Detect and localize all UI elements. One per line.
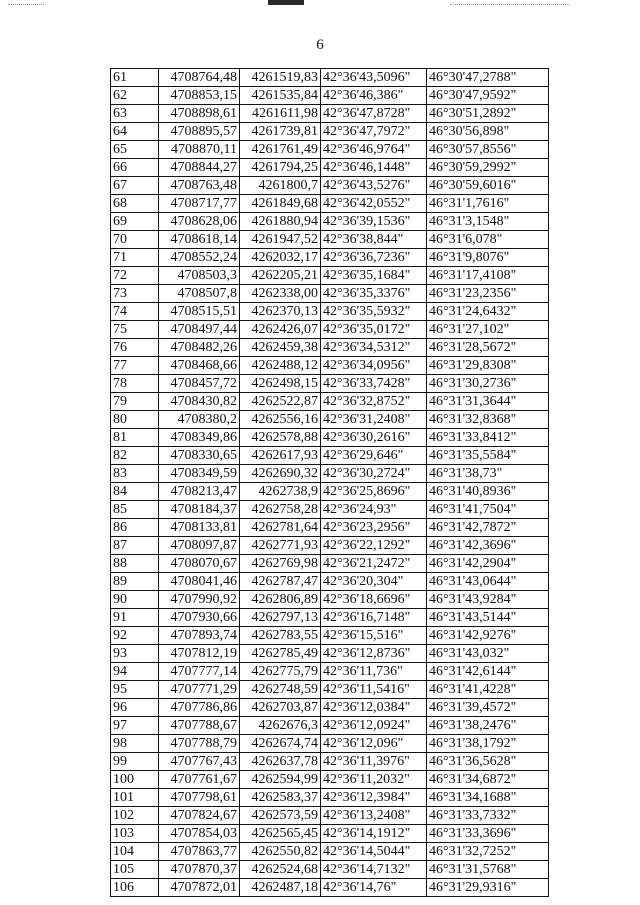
longitude-cell: 46°31'42,6144" bbox=[427, 663, 549, 681]
x-coordinate-cell: 4708070,67 bbox=[159, 555, 240, 573]
y-coordinate-cell: 4262738,9 bbox=[240, 483, 321, 501]
point-number-cell: 63 bbox=[111, 105, 159, 123]
x-coordinate-cell: 4707767,43 bbox=[159, 753, 240, 771]
y-coordinate-cell: 4262550,82 bbox=[240, 843, 321, 861]
table-row bbox=[111, 573, 549, 591]
x-coordinate-cell: 4707812,19 bbox=[159, 645, 240, 663]
table-row bbox=[111, 825, 549, 843]
latitude-cell: 42°36'12,3984" bbox=[321, 789, 427, 807]
latitude-cell: 42°36'29,646" bbox=[321, 447, 427, 465]
table-row bbox=[111, 699, 549, 717]
x-coordinate-cell: 4707930,66 bbox=[159, 609, 240, 627]
y-coordinate-cell: 4262797,13 bbox=[240, 609, 321, 627]
table-row bbox=[111, 69, 549, 87]
latitude-cell: 42°36'12,8736" bbox=[321, 645, 427, 663]
latitude-cell: 42°36'11,5416" bbox=[321, 681, 427, 699]
x-coordinate-cell: 4708764,48 bbox=[159, 69, 240, 87]
latitude-cell: 42°36'30,2616" bbox=[321, 429, 427, 447]
x-coordinate-cell: 4707761,67 bbox=[159, 771, 240, 789]
y-coordinate-cell: 4261761,49 bbox=[240, 141, 321, 159]
table-row bbox=[111, 105, 549, 123]
longitude-cell: 46°31'40,8936" bbox=[427, 483, 549, 501]
table-row bbox=[111, 447, 549, 465]
longitude-cell: 46°31'36,5628" bbox=[427, 753, 549, 771]
x-coordinate-cell: 4708097,87 bbox=[159, 537, 240, 555]
table-row bbox=[111, 663, 549, 681]
latitude-cell: 42°36'34,5312" bbox=[321, 339, 427, 357]
y-coordinate-cell: 4262426,07 bbox=[240, 321, 321, 339]
longitude-cell: 46°31'41,4228" bbox=[427, 681, 549, 699]
latitude-cell: 42°36'36,7236" bbox=[321, 249, 427, 267]
table-row bbox=[111, 87, 549, 105]
x-coordinate-cell: 4708430,82 bbox=[159, 393, 240, 411]
y-coordinate-cell: 4261519,83 bbox=[240, 69, 321, 87]
point-number-cell: 65 bbox=[111, 141, 159, 159]
x-coordinate-cell: 4708457,72 bbox=[159, 375, 240, 393]
point-number-cell: 104 bbox=[111, 843, 159, 861]
longitude-cell: 46°30'47,2788" bbox=[427, 69, 549, 87]
x-coordinate-cell: 4708213,47 bbox=[159, 483, 240, 501]
latitude-cell: 42°36'34,0956" bbox=[321, 357, 427, 375]
point-number-cell: 80 bbox=[111, 411, 159, 429]
table-row bbox=[111, 123, 549, 141]
x-coordinate-cell: 4707777,14 bbox=[159, 663, 240, 681]
longitude-cell: 46°31'33,7332" bbox=[427, 807, 549, 825]
scan-artifact bbox=[8, 4, 44, 6]
longitude-cell: 46°31'30,2736" bbox=[427, 375, 549, 393]
point-number-cell: 91 bbox=[111, 609, 159, 627]
y-coordinate-cell: 4261794,25 bbox=[240, 159, 321, 177]
x-coordinate-cell: 4708895,57 bbox=[159, 123, 240, 141]
x-coordinate-cell: 4707824,67 bbox=[159, 807, 240, 825]
latitude-cell: 42°36'25,8696" bbox=[321, 483, 427, 501]
longitude-cell: 46°31'29,9316" bbox=[427, 879, 549, 897]
table-row bbox=[111, 285, 549, 303]
y-coordinate-cell: 4262338,00 bbox=[240, 285, 321, 303]
point-number-cell: 90 bbox=[111, 591, 159, 609]
y-coordinate-cell: 4262556,16 bbox=[240, 411, 321, 429]
latitude-cell: 42°36'35,1684" bbox=[321, 267, 427, 285]
y-coordinate-cell: 4262370,13 bbox=[240, 303, 321, 321]
x-coordinate-cell: 4707771,29 bbox=[159, 681, 240, 699]
latitude-cell: 42°36'12,0384" bbox=[321, 699, 427, 717]
y-coordinate-cell: 4262565,45 bbox=[240, 825, 321, 843]
longitude-cell: 46°31'43,5144" bbox=[427, 609, 549, 627]
latitude-cell: 42°36'15,516" bbox=[321, 627, 427, 645]
scan-artifact bbox=[268, 0, 304, 5]
table-row bbox=[111, 879, 549, 897]
longitude-cell: 46°30'56,898" bbox=[427, 123, 549, 141]
table-row bbox=[111, 843, 549, 861]
table-row bbox=[111, 753, 549, 771]
latitude-cell: 42°36'39,1536" bbox=[321, 213, 427, 231]
y-coordinate-cell: 4262771,93 bbox=[240, 537, 321, 555]
point-number-cell: 101 bbox=[111, 789, 159, 807]
latitude-cell: 42°36'31,2408" bbox=[321, 411, 427, 429]
table-row bbox=[111, 429, 549, 447]
longitude-cell: 46°31'1,7616" bbox=[427, 195, 549, 213]
longitude-cell: 46°31'34,1688" bbox=[427, 789, 549, 807]
point-number-cell: 73 bbox=[111, 285, 159, 303]
latitude-cell: 42°36'42,0552" bbox=[321, 195, 427, 213]
point-number-cell: 78 bbox=[111, 375, 159, 393]
point-number-cell: 79 bbox=[111, 393, 159, 411]
coordinates-table-body bbox=[111, 69, 549, 897]
x-coordinate-cell: 4708041,46 bbox=[159, 573, 240, 591]
longitude-cell: 46°30'51,2892" bbox=[427, 105, 549, 123]
table-row bbox=[111, 591, 549, 609]
y-coordinate-cell: 4262676,3 bbox=[240, 717, 321, 735]
x-coordinate-cell: 4708618,14 bbox=[159, 231, 240, 249]
y-coordinate-cell: 4262781,64 bbox=[240, 519, 321, 537]
coordinates-table bbox=[110, 68, 549, 897]
longitude-cell: 46°30'47,9592" bbox=[427, 87, 549, 105]
longitude-cell: 46°31'38,1792" bbox=[427, 735, 549, 753]
point-number-cell: 74 bbox=[111, 303, 159, 321]
point-number-cell: 61 bbox=[111, 69, 159, 87]
table-row bbox=[111, 609, 549, 627]
table-row bbox=[111, 177, 549, 195]
point-number-cell: 103 bbox=[111, 825, 159, 843]
table-row bbox=[111, 213, 549, 231]
latitude-cell: 42°36'23,2956" bbox=[321, 519, 427, 537]
y-coordinate-cell: 4262578,88 bbox=[240, 429, 321, 447]
longitude-cell: 46°31'38,2476" bbox=[427, 717, 549, 735]
longitude-cell: 46°30'57,8556" bbox=[427, 141, 549, 159]
table-row bbox=[111, 321, 549, 339]
longitude-cell: 46°31'41,7504" bbox=[427, 501, 549, 519]
point-number-cell: 69 bbox=[111, 213, 159, 231]
x-coordinate-cell: 4707786,86 bbox=[159, 699, 240, 717]
longitude-cell: 46°30'59,2992" bbox=[427, 159, 549, 177]
y-coordinate-cell: 4262769,98 bbox=[240, 555, 321, 573]
table-row bbox=[111, 645, 549, 663]
latitude-cell: 42°36'35,0172" bbox=[321, 321, 427, 339]
y-coordinate-cell: 4262748,59 bbox=[240, 681, 321, 699]
latitude-cell: 42°36'46,9764" bbox=[321, 141, 427, 159]
latitude-cell: 42°36'33,7428" bbox=[321, 375, 427, 393]
y-coordinate-cell: 4262785,49 bbox=[240, 645, 321, 663]
y-coordinate-cell: 4261739,81 bbox=[240, 123, 321, 141]
x-coordinate-cell: 4707788,67 bbox=[159, 717, 240, 735]
table-row bbox=[111, 789, 549, 807]
table-row bbox=[111, 231, 549, 249]
y-coordinate-cell: 4261947,52 bbox=[240, 231, 321, 249]
point-number-cell: 64 bbox=[111, 123, 159, 141]
longitude-cell: 46°31'9,8076" bbox=[427, 249, 549, 267]
table-row bbox=[111, 519, 549, 537]
y-coordinate-cell: 4262032,17 bbox=[240, 249, 321, 267]
x-coordinate-cell: 4708763,48 bbox=[159, 177, 240, 195]
latitude-cell: 42°36'13,2408" bbox=[321, 807, 427, 825]
table-row bbox=[111, 267, 549, 285]
y-coordinate-cell: 4261800,7 bbox=[240, 177, 321, 195]
latitude-cell: 42°36'43,5276" bbox=[321, 177, 427, 195]
longitude-cell: 46°31'43,032" bbox=[427, 645, 549, 663]
x-coordinate-cell: 4707870,37 bbox=[159, 861, 240, 879]
table-row bbox=[111, 771, 549, 789]
latitude-cell: 42°36'14,7132" bbox=[321, 861, 427, 879]
x-coordinate-cell: 4708898,61 bbox=[159, 105, 240, 123]
table-row bbox=[111, 483, 549, 501]
latitude-cell: 42°36'22,1292" bbox=[321, 537, 427, 555]
longitude-cell: 46°31'42,7872" bbox=[427, 519, 549, 537]
y-coordinate-cell: 4262205,21 bbox=[240, 267, 321, 285]
x-coordinate-cell: 4708507,8 bbox=[159, 285, 240, 303]
point-number-cell: 89 bbox=[111, 573, 159, 591]
y-coordinate-cell: 4261849,68 bbox=[240, 195, 321, 213]
longitude-cell: 46°31'32,8368" bbox=[427, 411, 549, 429]
point-number-cell: 66 bbox=[111, 159, 159, 177]
table-row bbox=[111, 627, 549, 645]
y-coordinate-cell: 4262758,28 bbox=[240, 501, 321, 519]
y-coordinate-cell: 4262488,12 bbox=[240, 357, 321, 375]
y-coordinate-cell: 4262806,89 bbox=[240, 591, 321, 609]
table-row bbox=[111, 465, 549, 483]
point-number-cell: 68 bbox=[111, 195, 159, 213]
latitude-cell: 42°36'11,736" bbox=[321, 663, 427, 681]
point-number-cell: 97 bbox=[111, 717, 159, 735]
y-coordinate-cell: 4261611,98 bbox=[240, 105, 321, 123]
x-coordinate-cell: 4708503,3 bbox=[159, 267, 240, 285]
point-number-cell: 62 bbox=[111, 87, 159, 105]
table-row bbox=[111, 717, 549, 735]
latitude-cell: 42°36'16,7148" bbox=[321, 609, 427, 627]
table-row bbox=[111, 861, 549, 879]
latitude-cell: 42°36'35,3376" bbox=[321, 285, 427, 303]
x-coordinate-cell: 4707798,61 bbox=[159, 789, 240, 807]
point-number-cell: 92 bbox=[111, 627, 159, 645]
point-number-cell: 87 bbox=[111, 537, 159, 555]
table-row bbox=[111, 249, 549, 267]
point-number-cell: 105 bbox=[111, 861, 159, 879]
table-row bbox=[111, 159, 549, 177]
latitude-cell: 42°36'47,7972" bbox=[321, 123, 427, 141]
table-row bbox=[111, 555, 549, 573]
longitude-cell: 46°31'42,9276" bbox=[427, 627, 549, 645]
table-row bbox=[111, 681, 549, 699]
point-number-cell: 82 bbox=[111, 447, 159, 465]
longitude-cell: 46°31'43,9284" bbox=[427, 591, 549, 609]
point-number-cell: 84 bbox=[111, 483, 159, 501]
latitude-cell: 42°36'38,844" bbox=[321, 231, 427, 249]
y-coordinate-cell: 4262459,38 bbox=[240, 339, 321, 357]
y-coordinate-cell: 4262783,55 bbox=[240, 627, 321, 645]
latitude-cell: 42°36'12,096" bbox=[321, 735, 427, 753]
x-coordinate-cell: 4707854,03 bbox=[159, 825, 240, 843]
point-number-cell: 96 bbox=[111, 699, 159, 717]
y-coordinate-cell: 4262674,74 bbox=[240, 735, 321, 753]
x-coordinate-cell: 4707893,74 bbox=[159, 627, 240, 645]
point-number-cell: 86 bbox=[111, 519, 159, 537]
y-coordinate-cell: 4262487,18 bbox=[240, 879, 321, 897]
longitude-cell: 46°31'3,1548" bbox=[427, 213, 549, 231]
x-coordinate-cell: 4707788,79 bbox=[159, 735, 240, 753]
longitude-cell: 46°31'24,6432" bbox=[427, 303, 549, 321]
table-row bbox=[111, 339, 549, 357]
x-coordinate-cell: 4707990,92 bbox=[159, 591, 240, 609]
x-coordinate-cell: 4708870,11 bbox=[159, 141, 240, 159]
point-number-cell: 99 bbox=[111, 753, 159, 771]
table-row bbox=[111, 735, 549, 753]
point-number-cell: 95 bbox=[111, 681, 159, 699]
longitude-cell: 46°31'38,73" bbox=[427, 465, 549, 483]
latitude-cell: 42°36'21,2472" bbox=[321, 555, 427, 573]
table-row bbox=[111, 357, 549, 375]
point-number-cell: 88 bbox=[111, 555, 159, 573]
x-coordinate-cell: 4708133,81 bbox=[159, 519, 240, 537]
longitude-cell: 46°31'42,2904" bbox=[427, 555, 549, 573]
table-row bbox=[111, 537, 549, 555]
table-row bbox=[111, 411, 549, 429]
y-coordinate-cell: 4262498,15 bbox=[240, 375, 321, 393]
page-number: 6 bbox=[316, 37, 324, 53]
y-coordinate-cell: 4262583,37 bbox=[240, 789, 321, 807]
latitude-cell: 42°36'11,3976" bbox=[321, 753, 427, 771]
table-row bbox=[111, 195, 549, 213]
longitude-cell: 46°31'31,5768" bbox=[427, 861, 549, 879]
x-coordinate-cell: 4708349,59 bbox=[159, 465, 240, 483]
y-coordinate-cell: 4262573,59 bbox=[240, 807, 321, 825]
point-number-cell: 106 bbox=[111, 879, 159, 897]
longitude-cell: 46°31'28,5672" bbox=[427, 339, 549, 357]
longitude-cell: 46°31'43,0644" bbox=[427, 573, 549, 591]
longitude-cell: 46°31'17,4108" bbox=[427, 267, 549, 285]
longitude-cell: 46°31'35,5584" bbox=[427, 447, 549, 465]
table-row bbox=[111, 375, 549, 393]
longitude-cell: 46°31'6,078" bbox=[427, 231, 549, 249]
y-coordinate-cell: 4262522,87 bbox=[240, 393, 321, 411]
y-coordinate-cell: 4262690,32 bbox=[240, 465, 321, 483]
point-number-cell: 76 bbox=[111, 339, 159, 357]
scan-artifact bbox=[450, 4, 570, 6]
x-coordinate-cell: 4708552,24 bbox=[159, 249, 240, 267]
y-coordinate-cell: 4261535,84 bbox=[240, 87, 321, 105]
point-number-cell: 93 bbox=[111, 645, 159, 663]
x-coordinate-cell: 4708717,77 bbox=[159, 195, 240, 213]
table-row bbox=[111, 141, 549, 159]
latitude-cell: 42°36'14,76" bbox=[321, 879, 427, 897]
latitude-cell: 42°36'18,6696" bbox=[321, 591, 427, 609]
latitude-cell: 42°36'14,5044" bbox=[321, 843, 427, 861]
latitude-cell: 42°36'30,2724" bbox=[321, 465, 427, 483]
longitude-cell: 46°31'39,4572" bbox=[427, 699, 549, 717]
latitude-cell: 42°36'46,386" bbox=[321, 87, 427, 105]
point-number-cell: 81 bbox=[111, 429, 159, 447]
x-coordinate-cell: 4708468,66 bbox=[159, 357, 240, 375]
x-coordinate-cell: 4708482,26 bbox=[159, 339, 240, 357]
x-coordinate-cell: 4708853,15 bbox=[159, 87, 240, 105]
point-number-cell: 83 bbox=[111, 465, 159, 483]
table-row bbox=[111, 303, 549, 321]
table-row bbox=[111, 807, 549, 825]
x-coordinate-cell: 4708497,44 bbox=[159, 321, 240, 339]
latitude-cell: 42°36'35,5932" bbox=[321, 303, 427, 321]
point-number-cell: 70 bbox=[111, 231, 159, 249]
point-number-cell: 67 bbox=[111, 177, 159, 195]
longitude-cell: 46°31'34,6872" bbox=[427, 771, 549, 789]
longitude-cell: 46°31'32,7252" bbox=[427, 843, 549, 861]
latitude-cell: 42°36'32,8752" bbox=[321, 393, 427, 411]
latitude-cell: 42°36'11,2032" bbox=[321, 771, 427, 789]
longitude-cell: 46°31'27,102" bbox=[427, 321, 549, 339]
longitude-cell: 46°30'59,6016" bbox=[427, 177, 549, 195]
point-number-cell: 100 bbox=[111, 771, 159, 789]
point-number-cell: 102 bbox=[111, 807, 159, 825]
point-number-cell: 75 bbox=[111, 321, 159, 339]
x-coordinate-cell: 4707872,01 bbox=[159, 879, 240, 897]
longitude-cell: 46°31'23,2356" bbox=[427, 285, 549, 303]
latitude-cell: 42°36'46,1448" bbox=[321, 159, 427, 177]
table-row bbox=[111, 393, 549, 411]
y-coordinate-cell: 4262775,79 bbox=[240, 663, 321, 681]
latitude-cell: 42°36'12,0924" bbox=[321, 717, 427, 735]
longitude-cell: 46°31'31,3644" bbox=[427, 393, 549, 411]
longitude-cell: 46°31'29,8308" bbox=[427, 357, 549, 375]
y-coordinate-cell: 4262524,68 bbox=[240, 861, 321, 879]
latitude-cell: 42°36'24,93" bbox=[321, 501, 427, 519]
latitude-cell: 42°36'47,8728" bbox=[321, 105, 427, 123]
x-coordinate-cell: 4708515,51 bbox=[159, 303, 240, 321]
latitude-cell: 42°36'14,1912" bbox=[321, 825, 427, 843]
y-coordinate-cell: 4262594,99 bbox=[240, 771, 321, 789]
y-coordinate-cell: 4262617,93 bbox=[240, 447, 321, 465]
point-number-cell: 71 bbox=[111, 249, 159, 267]
y-coordinate-cell: 4262787,47 bbox=[240, 573, 321, 591]
x-coordinate-cell: 4708380,2 bbox=[159, 411, 240, 429]
x-coordinate-cell: 4708184,37 bbox=[159, 501, 240, 519]
x-coordinate-cell: 4708628,06 bbox=[159, 213, 240, 231]
longitude-cell: 46°31'33,3696" bbox=[427, 825, 549, 843]
point-number-cell: 72 bbox=[111, 267, 159, 285]
point-number-cell: 98 bbox=[111, 735, 159, 753]
latitude-cell: 42°36'20,304" bbox=[321, 573, 427, 591]
y-coordinate-cell: 4261880,94 bbox=[240, 213, 321, 231]
point-number-cell: 85 bbox=[111, 501, 159, 519]
longitude-cell: 46°31'42,3696" bbox=[427, 537, 549, 555]
y-coordinate-cell: 4262703,87 bbox=[240, 699, 321, 717]
x-coordinate-cell: 4708349,86 bbox=[159, 429, 240, 447]
point-number-cell: 94 bbox=[111, 663, 159, 681]
point-number-cell: 77 bbox=[111, 357, 159, 375]
x-coordinate-cell: 4708844,27 bbox=[159, 159, 240, 177]
table-row bbox=[111, 501, 549, 519]
longitude-cell: 46°31'33,8412" bbox=[427, 429, 549, 447]
latitude-cell: 42°36'43,5096" bbox=[321, 69, 427, 87]
x-coordinate-cell: 4708330,65 bbox=[159, 447, 240, 465]
y-coordinate-cell: 4262637,78 bbox=[240, 753, 321, 771]
x-coordinate-cell: 4707863,77 bbox=[159, 843, 240, 861]
